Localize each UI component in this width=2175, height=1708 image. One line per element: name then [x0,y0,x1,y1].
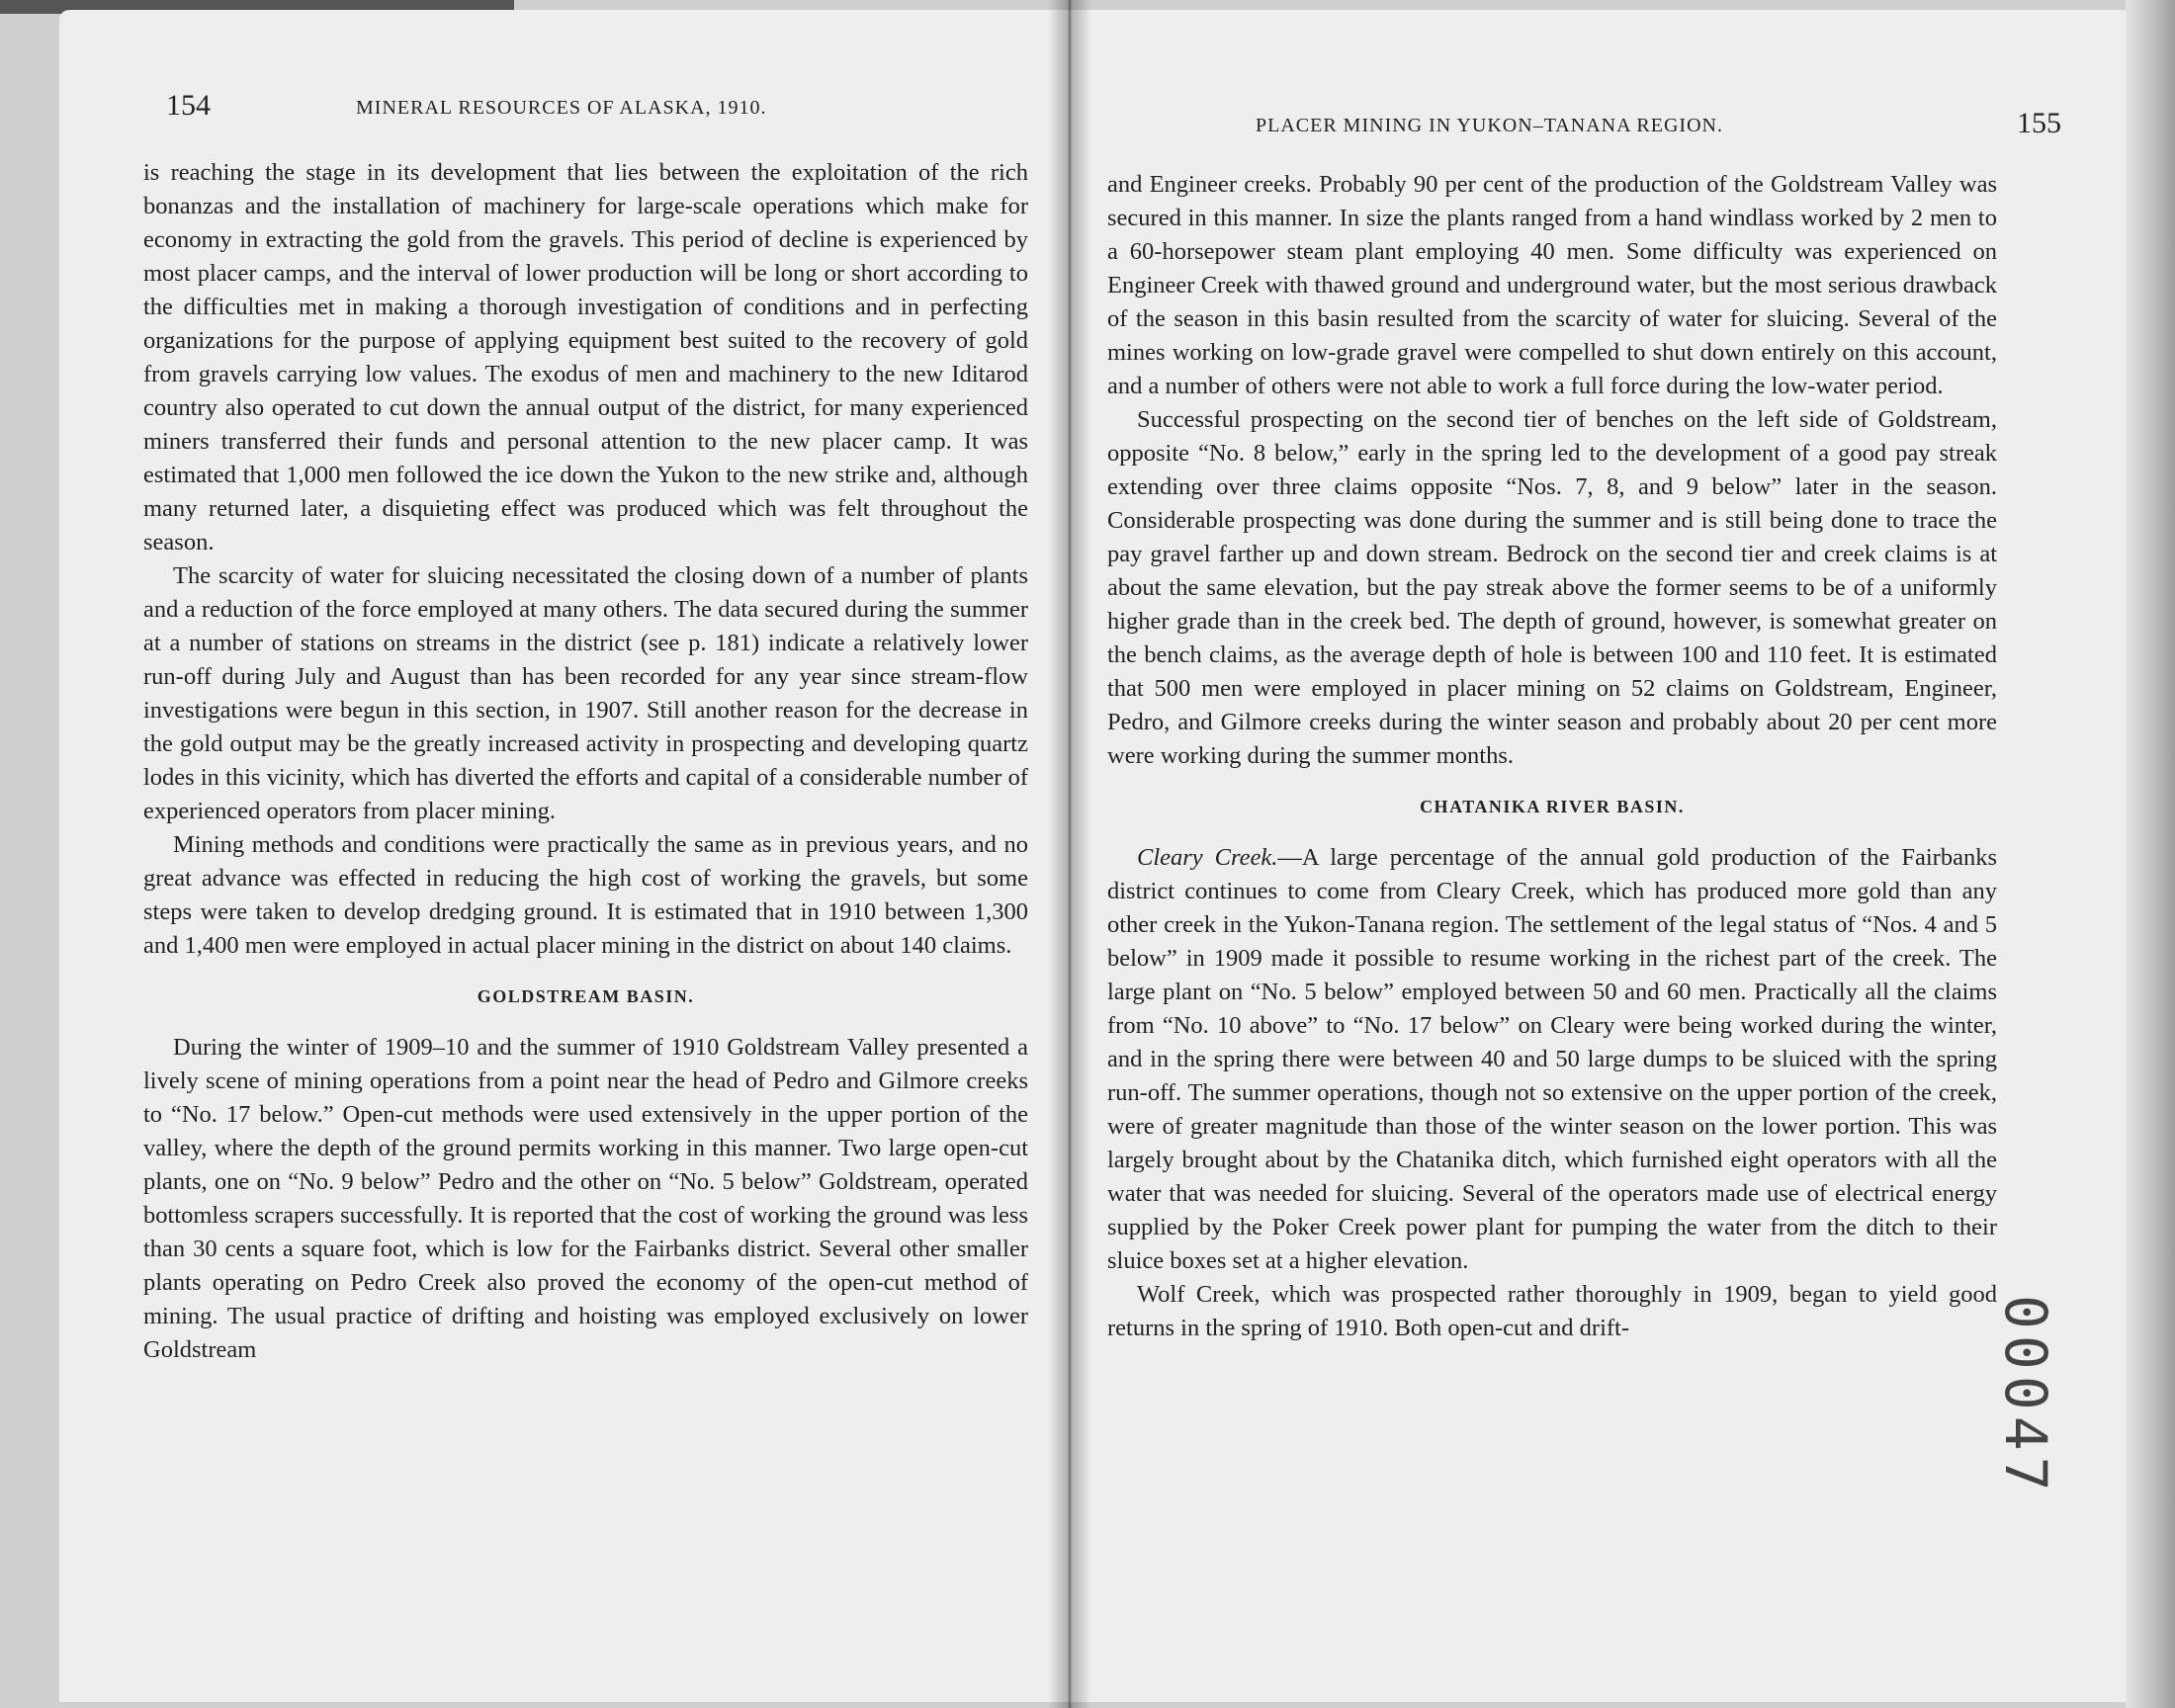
paragraph: and Engineer creeks. Probably 90 per cent of the production of the Goldstream Valley was secured in this manner. In size the plants ranged from a hand windlass worked by 2 men to a 60-horsepower steam plant employing 40 men. Some difficulty was experienced on Engineer Creek with thawed ground and underground water, but the most serious drawback of the season in this basin resulted from the scarcity of water for sluicing. Several of the mines working on low-grade gravel were compelled to shut down entirely on this account, and a number of others were not able to work a full force during the low-water period. [1107,171,1997,399]
book-gutter [1048,0,1091,1708]
right-running-head [1068,89,2135,139]
right-page-number: 155 [2017,107,2061,139]
left-running-head [59,89,1068,128]
right-running-title: PLACER MINING IN YUKON–TANANA REGION. [1256,115,1723,136]
run-in-heading: Cleary Creek. [1137,844,1278,871]
paragraph-text: —A large percentage of the annual gold production of the Fairbanks district continues to come from Cleary Creek, which has produced more gold than any other creek in the Yukon-Tanana region. The settlement of the legal status of “Nos. 4 and 5 below” in 1909 made it possible to resume working in the richest part of the creek. The large plant on “No. 5 below” employed between 50 and 60 men. Practically all the claims from “No. 10 above” to “No. 17 below” on Cleary were being worked during the winter, and in the spring there were between 40 and 50 large dumps to be sluiced with the spring run-off. The summer operations, though not so extensive on the upper portion of the creek, were of greater magnitude than those of the winter season on the lower portion. This was largely brought about by the Chatanika ditch, which furnished eight operators with all the water that was needed for sluicing. Several of the operators made use of electrical energy supplied by the Poker Creek power plant for pumping the water from the ditch to their sluice boxes set at a higher elevation. [1107,844,1997,1274]
paragraph: During the winter of 1909–10 and the summer of 1910 Goldstream Valley presented a lively scene of mining operations from a point near the head of Pedro and Gilmore creeks to “No. 17 below.” Open-cut methods were used extensively in the upper portion of the valley, where the depth of the ground permits working in this manner. Two large open-cut plants, one on “No. 9 below” Pedro and the other on “No. 5 below” Goldstream, operated bottomless scrapers successfully. It is reported that the cost of working the ground was less than 30 cents a square foot, which is low for the Fairbanks district. Several other smaller plants operating on Pedro Creek also proved the economy of the open-cut method of mining. The usual practice of drifting and hoisting was employed exclusively on lower Goldstream [143,1034,1028,1363]
section-heading-chatanika: CHATANIKA RIVER BASIN. [1420,797,1685,816]
paragraph: Successful prospecting on the second tier of benches on the left side of Goldstream, opposite “No. 8 below,” early in the spring led to the development of a good pay streak extending over three claims opposite “Nos. 7, 8, and 9 below” later in the season. Considerable prospecting was done during the summer and is still being done to trace the pay gravel farther up and down stream. Bedrock on the second tier and creek claims is at about the same elevation, but the pay streak above the former seems to be of a uniformly higher grade than in the creek bed. The depth of ground, however, is somewhat greater on the bench claims, as the average depth of hole is between 100 and 110 feet. It is estimated that 500 men were employed in placer mining on 52 claims on Goldstream, Engineer, Pedro, and Gilmore creeks during the winter season and probably about 20 per cent more were working during the summer months. [1107,406,1997,769]
left-page [59,10,1068,1702]
paragraph-cleary-creek [1107,841,1997,1278]
section-heading-goldstream: GOLDSTREAM BASIN. [477,986,695,1006]
right-page [1068,10,2135,1702]
paragraph: is reaching the stage in its development that lies between the exploitation of the rich bonanzas and the installation of machinery for large-scale operations which make for economy in extracting the gold from the gravels. This period of decline is experienced by most placer camps, and the interval of lower production will be long or short according to the difficulties met in making a thorough investigation of conditions and in perfecting organizations for the purpose of applying equipment best suited to the recovery of gold from gravels carrying low values. The exodus of men and machinery to the new Iditarod country also operated to cut down the annual output of the district, for many experienced miners transferred their funds and personal attention to the new placer camp. It was estimated that 1,000 men followed the ice down the Yukon to the new strike and, although many returned later, a disquieting effect was produced which was felt throughout the season. [143,159,1028,555]
archive-stamp: 00047 [1992,1295,2059,1497]
paragraph: Wolf Creek, which was prospected rather thoroughly in 1909, began to yield good returns in the spring of 1910. Both open-cut and drift- [1107,1281,1997,1341]
paragraph: The scarcity of water for sluicing necessitated the closing down of a number of plants and a reduction of the force employed at many others. The data secured during the summer at a number of stations on streams in the district (see p. 181) indicate a relatively lower run-off during July and August than has been recorded for any year since stream-flow investigations were begun in this section, in 1907. Still another reason for the decrease in the gold output may be the greatly increased activity in prospecting and developing quartz lodes in this vicinity, which has diverted the efforts and capital of a considerable number of experienced operators from placer mining. [143,562,1028,824]
left-running-title: MINERAL RESOURCES OF ALASKA, 1910. [356,97,767,119]
page-edge [2126,0,2175,1708]
left-page-body [143,156,1028,1367]
paragraph: Mining methods and conditions were practically the same as in previous years, and no great advance was effected in reducing the high cost of working the gravels, but some steps were taken to develop dredging ground. It is estimated that in 1910 between 1,300 and 1,400 men were employed in actual placer mining in the district on about 140 claims. [143,831,1028,959]
right-page-body [1107,168,1997,1345]
left-page-number: 154 [166,89,211,122]
